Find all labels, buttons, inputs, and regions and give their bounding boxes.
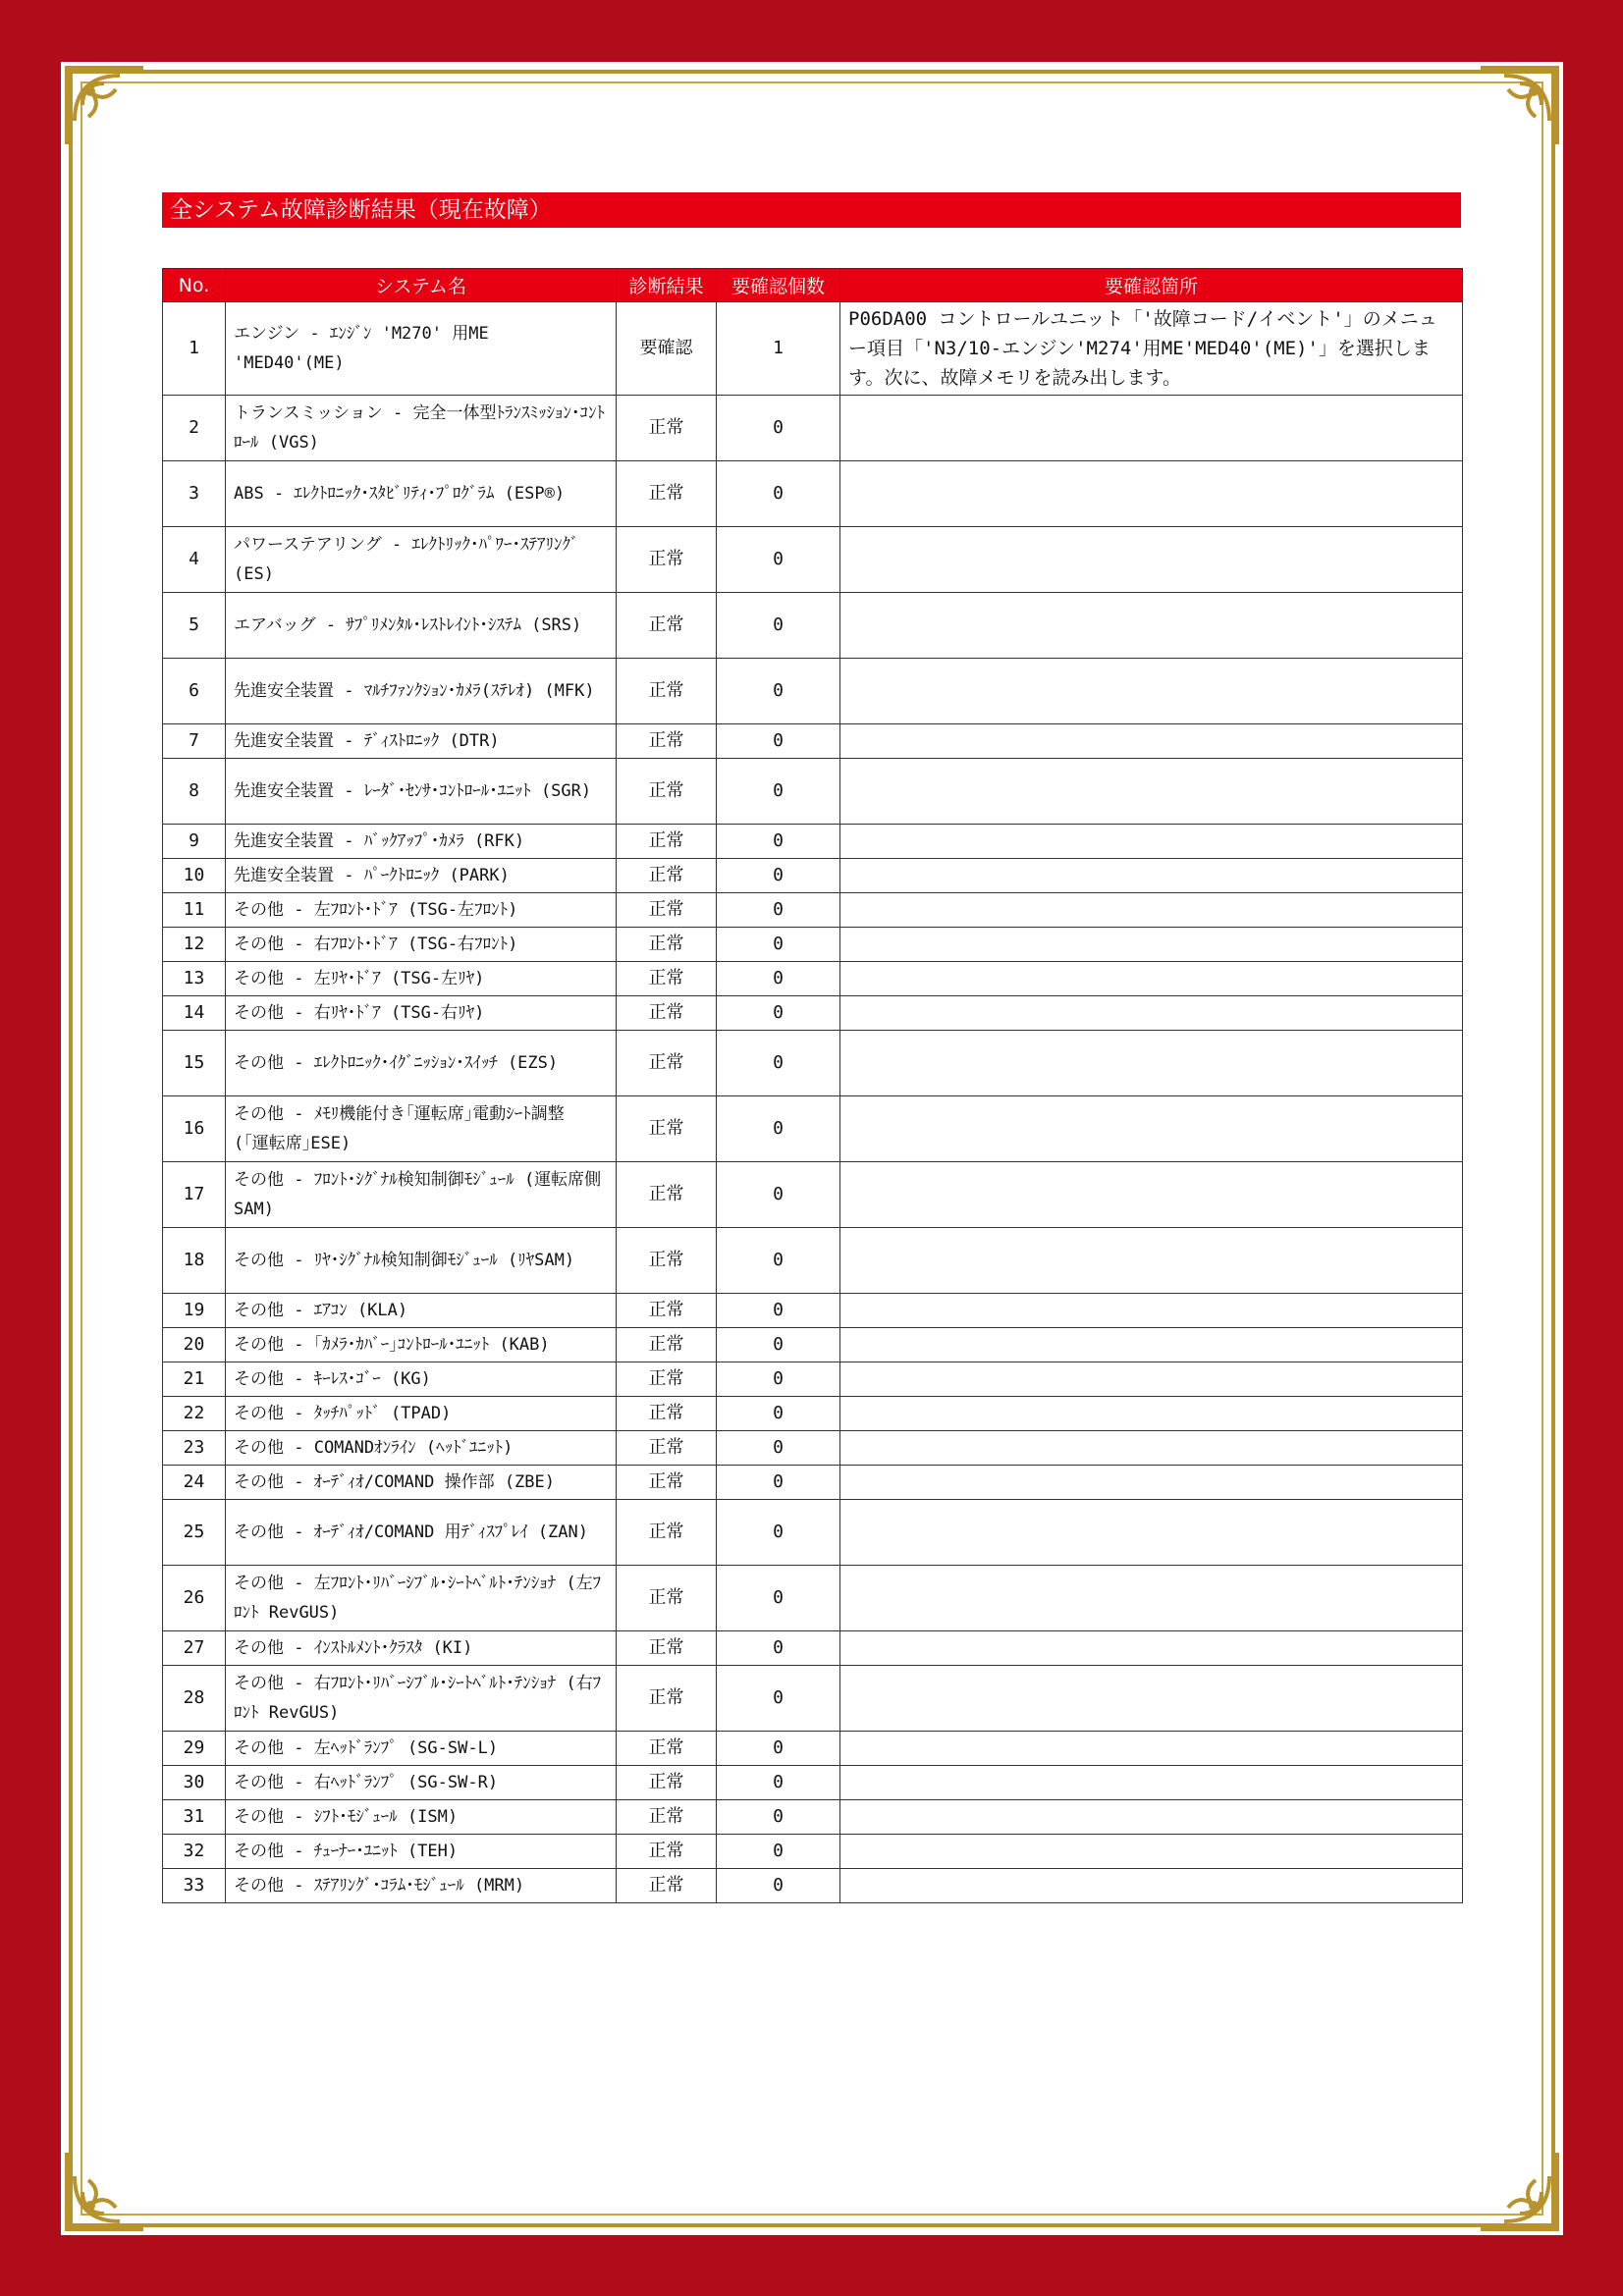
check-detail-cell bbox=[840, 1666, 1463, 1732]
diagnosis-result-cell: 正常 bbox=[617, 1869, 717, 1903]
diagnosis-result-cell: 正常 bbox=[617, 1328, 717, 1362]
diagnosis-result-cell: 正常 bbox=[617, 724, 717, 759]
check-count-cell: 0 bbox=[717, 1766, 840, 1800]
row-number: 28 bbox=[163, 1666, 226, 1732]
row-number: 6 bbox=[163, 659, 226, 724]
check-detail-cell bbox=[840, 1631, 1463, 1666]
system-name-cell: その他 - COMANDｵﾝﾗｲﾝ (ﾍｯﾄﾞﾕﾆｯﾄ) bbox=[226, 1431, 617, 1466]
table-row bbox=[163, 1500, 1463, 1566]
table-row bbox=[163, 527, 1463, 593]
row-number: 19 bbox=[163, 1294, 226, 1328]
table-row bbox=[163, 1031, 1463, 1096]
row-number: 30 bbox=[163, 1766, 226, 1800]
system-name-cell: その他 - ﾀｯﾁﾊﾟｯﾄﾞ (TPAD) bbox=[226, 1397, 617, 1431]
diagnosis-result-cell: 正常 bbox=[617, 1362, 717, 1397]
header-detail: 要確認箇所 bbox=[840, 269, 1463, 302]
system-name-cell: その他 - 右ﾘﾔ･ﾄﾞｱ (TSG-右ﾘﾔ) bbox=[226, 996, 617, 1031]
table-row bbox=[163, 1162, 1463, 1228]
check-detail-cell: P06DA00 コントロールユニット「'故障コード/イベント'」のメニュー項目「'N3/10-エンジン'M274'用ME'MED40'(ME)'」を選択します。次に、故障メモリを読み出します。 bbox=[840, 302, 1463, 396]
check-detail-cell bbox=[840, 962, 1463, 996]
table-row bbox=[163, 1096, 1463, 1162]
row-number: 4 bbox=[163, 527, 226, 593]
table-row bbox=[163, 1631, 1463, 1666]
diagnosis-result-cell: 正常 bbox=[617, 1800, 717, 1835]
report-page bbox=[61, 62, 1563, 2235]
row-number: 15 bbox=[163, 1031, 226, 1096]
diagnosis-result-cell: 正常 bbox=[617, 1228, 717, 1294]
check-detail-cell bbox=[840, 1328, 1463, 1362]
check-count-cell: 0 bbox=[717, 1328, 840, 1362]
row-number: 24 bbox=[163, 1466, 226, 1500]
check-detail-cell bbox=[840, 1397, 1463, 1431]
system-name-cell: エンジン - ｴﾝｼﾞﾝ 'M270' 用ME 'MED40'(ME) bbox=[226, 302, 617, 396]
check-count-cell: 0 bbox=[717, 962, 840, 996]
row-number: 10 bbox=[163, 859, 226, 893]
table-row bbox=[163, 1228, 1463, 1294]
row-number: 5 bbox=[163, 593, 226, 659]
system-name-cell: その他 - ｢ｶﾒﾗ･ｶﾊﾞｰ｣ｺﾝﾄﾛｰﾙ･ﾕﾆｯﾄ (KAB) bbox=[226, 1328, 617, 1362]
check-count-cell: 0 bbox=[717, 1835, 840, 1869]
system-name-cell: その他 - ﾁｭｰﾅｰ･ﾕﾆｯﾄ (TEH) bbox=[226, 1835, 617, 1869]
check-count-cell: 0 bbox=[717, 724, 840, 759]
check-detail-cell bbox=[840, 593, 1463, 659]
check-detail-cell bbox=[840, 1869, 1463, 1903]
table-row bbox=[163, 1666, 1463, 1732]
check-count-cell: 0 bbox=[717, 1397, 840, 1431]
row-number: 2 bbox=[163, 396, 226, 461]
header-count: 要確認個数 bbox=[717, 269, 840, 302]
diagnosis-result-cell: 正常 bbox=[617, 1835, 717, 1869]
system-name-cell: その他 - 右ﾌﾛﾝﾄ･ﾄﾞｱ (TSG-右ﾌﾛﾝﾄ) bbox=[226, 928, 617, 962]
system-name-cell: その他 - 左ﾘﾔ･ﾄﾞｱ (TSG-左ﾘﾔ) bbox=[226, 962, 617, 996]
diagnosis-table bbox=[162, 268, 1463, 1903]
row-number: 29 bbox=[163, 1732, 226, 1766]
check-count-cell: 0 bbox=[717, 1566, 840, 1631]
system-name-cell: その他 - ﾌﾛﾝﾄ･ｼｸﾞﾅﾙ検知制御ﾓｼﾞｭｰﾙ (運転席側SAM) bbox=[226, 1162, 617, 1228]
diagnosis-result-cell: 正常 bbox=[617, 825, 717, 859]
diagnosis-result-cell: 正常 bbox=[617, 1766, 717, 1800]
system-name-cell: 先進安全装置 - ﾊﾟｰｸﾄﾛﾆｯｸ (PARK) bbox=[226, 859, 617, 893]
check-detail-cell bbox=[840, 1800, 1463, 1835]
row-number: 26 bbox=[163, 1566, 226, 1631]
check-count-cell: 0 bbox=[717, 1631, 840, 1666]
table-row bbox=[163, 1732, 1463, 1766]
check-count-cell: 0 bbox=[717, 996, 840, 1031]
system-name-cell: エアバッグ - ｻﾌﾟﾘﾒﾝﾀﾙ･ﾚｽﾄﾚｲﾝﾄ･ｼｽﾃﾑ (SRS) bbox=[226, 593, 617, 659]
diagnosis-result-cell: 正常 bbox=[617, 1500, 717, 1566]
check-detail-cell bbox=[840, 928, 1463, 962]
table-row bbox=[163, 659, 1463, 724]
diagnosis-result-cell: 正常 bbox=[617, 1666, 717, 1732]
system-name-cell: 先進安全装置 - ﾚｰﾀﾞ･ｾﾝｻ･ｺﾝﾄﾛｰﾙ･ﾕﾆｯﾄ (SGR) bbox=[226, 759, 617, 825]
row-number: 16 bbox=[163, 1096, 226, 1162]
check-count-cell: 0 bbox=[717, 1666, 840, 1732]
system-name-cell: その他 - 右ﾌﾛﾝﾄ･ﾘﾊﾞｰｼﾌﾞﾙ･ｼｰﾄﾍﾞﾙﾄ･ﾃﾝｼｮﾅ (右ﾌﾛﾝﾄ RevGUS) bbox=[226, 1666, 617, 1732]
row-number: 17 bbox=[163, 1162, 226, 1228]
check-count-cell: 0 bbox=[717, 859, 840, 893]
system-name-cell: その他 - ﾒﾓﾘ機能付き｢運転席｣電動ｼｰﾄ調整 (｢運転席｣ESE) bbox=[226, 1096, 617, 1162]
system-name-cell: 先進安全装置 - ﾃﾞｨｽﾄﾛﾆｯｸ (DTR) bbox=[226, 724, 617, 759]
system-name-cell: 先進安全装置 - ﾊﾞｯｸｱｯﾌﾟ･ｶﾒﾗ (RFK) bbox=[226, 825, 617, 859]
header-no: No. bbox=[163, 269, 226, 302]
check-count-cell: 0 bbox=[717, 759, 840, 825]
check-detail-cell bbox=[840, 724, 1463, 759]
check-detail-cell bbox=[840, 1096, 1463, 1162]
table-row bbox=[163, 893, 1463, 928]
row-number: 11 bbox=[163, 893, 226, 928]
table-row bbox=[163, 1566, 1463, 1631]
check-detail-cell bbox=[840, 461, 1463, 527]
check-count-cell: 0 bbox=[717, 527, 840, 593]
system-name-cell: その他 - ｴﾚｸﾄﾛﾆｯｸ･ｲｸﾞﾆｯｼｮﾝ･ｽｲｯﾁ (EZS) bbox=[226, 1031, 617, 1096]
system-name-cell: その他 - ｲﾝｽﾄﾙﾒﾝﾄ･ｸﾗｽﾀ (KI) bbox=[226, 1631, 617, 1666]
table-row bbox=[163, 302, 1463, 396]
check-count-cell: 0 bbox=[717, 928, 840, 962]
check-detail-cell bbox=[840, 759, 1463, 825]
header-system-name: システム名 bbox=[226, 269, 617, 302]
check-detail-cell bbox=[840, 527, 1463, 593]
table-row bbox=[163, 825, 1463, 859]
diagnosis-result-cell: 正常 bbox=[617, 1031, 717, 1096]
system-name-cell: パワーステアリング - ｴﾚｸﾄﾘｯｸ･ﾊﾟﾜｰ･ｽﾃｱﾘﾝｸﾞ (ES) bbox=[226, 527, 617, 593]
table-row bbox=[163, 1800, 1463, 1835]
table-row bbox=[163, 1431, 1463, 1466]
diagnosis-result-cell: 正常 bbox=[617, 527, 717, 593]
diagnosis-result-cell: 正常 bbox=[617, 1397, 717, 1431]
diagnosis-result-cell: 要確認 bbox=[617, 302, 717, 396]
table-row bbox=[163, 759, 1463, 825]
table-row bbox=[163, 1362, 1463, 1397]
row-number: 20 bbox=[163, 1328, 226, 1362]
system-name-cell: その他 - ｽﾃｱﾘﾝｸﾞ･ｺﾗﾑ･ﾓｼﾞｭｰﾙ (MRM) bbox=[226, 1869, 617, 1903]
system-name-cell: その他 - 左ﾍｯﾄﾞﾗﾝﾌﾟ (SG-SW-L) bbox=[226, 1732, 617, 1766]
row-number: 31 bbox=[163, 1800, 226, 1835]
check-detail-cell bbox=[840, 1766, 1463, 1800]
row-number: 9 bbox=[163, 825, 226, 859]
system-name-cell: その他 - ｴｱｺﾝ (KLA) bbox=[226, 1294, 617, 1328]
row-number: 3 bbox=[163, 461, 226, 527]
check-count-cell: 0 bbox=[717, 1228, 840, 1294]
row-number: 1 bbox=[163, 302, 226, 396]
diagnosis-result-cell: 正常 bbox=[617, 396, 717, 461]
system-name-cell: その他 - 左ﾌﾛﾝﾄ･ﾄﾞｱ (TSG-左ﾌﾛﾝﾄ) bbox=[226, 893, 617, 928]
check-detail-cell bbox=[840, 1294, 1463, 1328]
ornament-corner-icon bbox=[61, 2147, 149, 2235]
section-title: 全システム故障診断結果（現在故障） bbox=[162, 192, 1461, 228]
diagnosis-result-cell: 正常 bbox=[617, 659, 717, 724]
table-row bbox=[163, 962, 1463, 996]
row-number: 23 bbox=[163, 1431, 226, 1466]
diagnosis-result-cell: 正常 bbox=[617, 996, 717, 1031]
diagnosis-result-cell: 正常 bbox=[617, 893, 717, 928]
system-name-cell: その他 - ｵｰﾃﾞｨｵ/COMAND 用ﾃﾞｨｽﾌﾟﾚｲ (ZAN) bbox=[226, 1500, 617, 1566]
diagnosis-result-cell: 正常 bbox=[617, 1466, 717, 1500]
row-number: 32 bbox=[163, 1835, 226, 1869]
check-count-cell: 0 bbox=[717, 1500, 840, 1566]
check-count-cell: 0 bbox=[717, 1031, 840, 1096]
table-row bbox=[163, 1766, 1463, 1800]
table-row bbox=[163, 928, 1463, 962]
check-count-cell: 0 bbox=[717, 1096, 840, 1162]
table-row bbox=[163, 593, 1463, 659]
diagnosis-result-cell: 正常 bbox=[617, 461, 717, 527]
check-count-cell: 1 bbox=[717, 302, 840, 396]
system-name-cell: その他 - ｷｰﾚｽ･ｺﾞｰ (KG) bbox=[226, 1362, 617, 1397]
system-name-cell: その他 - 左ﾌﾛﾝﾄ･ﾘﾊﾞｰｼﾌﾞﾙ･ｼｰﾄﾍﾞﾙﾄ･ﾃﾝｼｮﾅ (左ﾌﾛﾝﾄ RevGUS) bbox=[226, 1566, 617, 1631]
system-name-cell: ABS - ｴﾚｸﾄﾛﾆｯｸ･ｽﾀﾋﾞﾘﾃｨ･ﾌﾟﾛｸﾞﾗﾑ (ESP®) bbox=[226, 461, 617, 527]
check-count-cell: 0 bbox=[717, 893, 840, 928]
check-detail-cell bbox=[840, 1362, 1463, 1397]
table-row bbox=[163, 1397, 1463, 1431]
check-detail-cell bbox=[840, 1500, 1463, 1566]
check-count-cell: 0 bbox=[717, 1869, 840, 1903]
row-number: 27 bbox=[163, 1631, 226, 1666]
check-count-cell: 0 bbox=[717, 396, 840, 461]
check-detail-cell bbox=[840, 1835, 1463, 1869]
row-number: 22 bbox=[163, 1397, 226, 1431]
table-header-row bbox=[163, 269, 1463, 302]
row-number: 18 bbox=[163, 1228, 226, 1294]
check-detail-cell bbox=[840, 1732, 1463, 1766]
diagnosis-result-cell: 正常 bbox=[617, 593, 717, 659]
diagnosis-result-cell: 正常 bbox=[617, 1162, 717, 1228]
diagnosis-result-cell: 正常 bbox=[617, 1732, 717, 1766]
row-number: 8 bbox=[163, 759, 226, 825]
diagnosis-result-cell: 正常 bbox=[617, 859, 717, 893]
system-name-cell: その他 - 右ﾍｯﾄﾞﾗﾝﾌﾟ (SG-SW-R) bbox=[226, 1766, 617, 1800]
system-name-cell: 先進安全装置 - ﾏﾙﾁﾌｧﾝｸｼｮﾝ･ｶﾒﾗ(ｽﾃﾚｵ) (MFK) bbox=[226, 659, 617, 724]
check-count-cell: 0 bbox=[717, 1431, 840, 1466]
diagnosis-result-cell: 正常 bbox=[617, 759, 717, 825]
check-detail-cell bbox=[840, 996, 1463, 1031]
header-result: 診断結果 bbox=[617, 269, 717, 302]
check-detail-cell bbox=[840, 1431, 1463, 1466]
diagnosis-result-cell: 正常 bbox=[617, 1431, 717, 1466]
check-detail-cell bbox=[840, 893, 1463, 928]
check-detail-cell bbox=[840, 659, 1463, 724]
row-number: 14 bbox=[163, 996, 226, 1031]
system-name-cell: その他 - ｵｰﾃﾞｨｵ/COMAND 操作部 (ZBE) bbox=[226, 1466, 617, 1500]
check-detail-cell bbox=[840, 1031, 1463, 1096]
check-detail-cell bbox=[840, 1162, 1463, 1228]
diagnosis-result-cell: 正常 bbox=[617, 962, 717, 996]
row-number: 13 bbox=[163, 962, 226, 996]
table-row bbox=[163, 1466, 1463, 1500]
check-count-cell: 0 bbox=[717, 1732, 840, 1766]
row-number: 25 bbox=[163, 1500, 226, 1566]
diagnosis-result-cell: 正常 bbox=[617, 1566, 717, 1631]
check-detail-cell bbox=[840, 1228, 1463, 1294]
check-detail-cell bbox=[840, 1566, 1463, 1631]
diagnosis-result-cell: 正常 bbox=[617, 1294, 717, 1328]
diagnosis-result-cell: 正常 bbox=[617, 928, 717, 962]
table-row bbox=[163, 859, 1463, 893]
row-number: 12 bbox=[163, 928, 226, 962]
table-row bbox=[163, 724, 1463, 759]
table-row bbox=[163, 1328, 1463, 1362]
system-name-cell: その他 - ﾘﾔ･ｼｸﾞﾅﾙ検知制御ﾓｼﾞｭｰﾙ (ﾘﾔSAM) bbox=[226, 1228, 617, 1294]
check-count-cell: 0 bbox=[717, 1466, 840, 1500]
check-count-cell: 0 bbox=[717, 461, 840, 527]
check-count-cell: 0 bbox=[717, 1800, 840, 1835]
table-row bbox=[163, 1869, 1463, 1903]
diagnosis-result-cell: 正常 bbox=[617, 1096, 717, 1162]
table-row bbox=[163, 1294, 1463, 1328]
check-count-cell: 0 bbox=[717, 825, 840, 859]
row-number: 7 bbox=[163, 724, 226, 759]
check-detail-cell bbox=[840, 396, 1463, 461]
check-detail-cell bbox=[840, 859, 1463, 893]
ornament-corner-icon bbox=[1475, 2147, 1563, 2235]
check-count-cell: 0 bbox=[717, 593, 840, 659]
table-row bbox=[163, 461, 1463, 527]
ornament-corner-icon bbox=[61, 62, 149, 150]
check-count-cell: 0 bbox=[717, 1362, 840, 1397]
check-detail-cell bbox=[840, 825, 1463, 859]
table-row bbox=[163, 1835, 1463, 1869]
check-count-cell: 0 bbox=[717, 1294, 840, 1328]
check-count-cell: 0 bbox=[717, 659, 840, 724]
check-detail-cell bbox=[840, 1466, 1463, 1500]
table-row bbox=[163, 996, 1463, 1031]
system-name-cell: トランスミッション - 完全一体型ﾄﾗﾝｽﾐｯｼｮﾝ･ｺﾝﾄﾛｰﾙ (VGS) bbox=[226, 396, 617, 461]
table-row bbox=[163, 396, 1463, 461]
system-name-cell: その他 - ｼﾌﾄ･ﾓｼﾞｭｰﾙ (ISM) bbox=[226, 1800, 617, 1835]
ornament-corner-icon bbox=[1475, 62, 1563, 150]
check-count-cell: 0 bbox=[717, 1162, 840, 1228]
row-number: 33 bbox=[163, 1869, 226, 1903]
row-number: 21 bbox=[163, 1362, 226, 1397]
diagnosis-result-cell: 正常 bbox=[617, 1631, 717, 1666]
